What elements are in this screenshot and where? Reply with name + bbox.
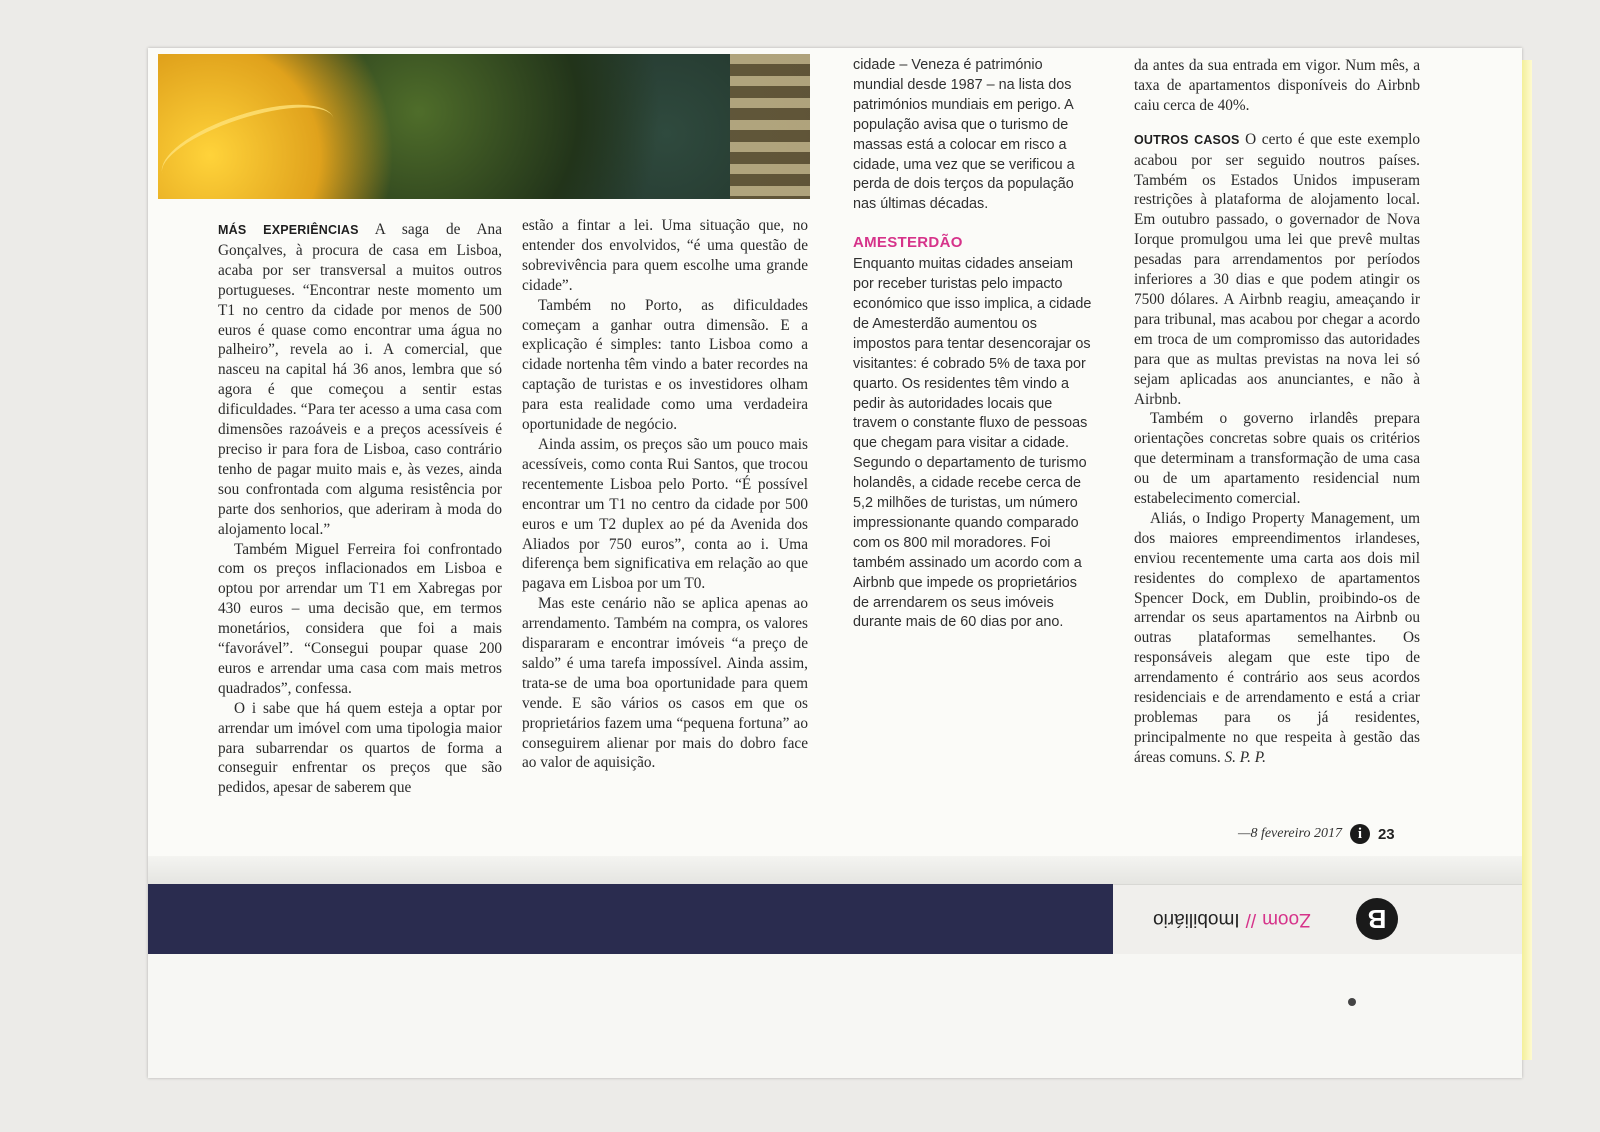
article-column-1 <box>218 220 502 798</box>
article-column-4 <box>1134 56 1420 768</box>
photo-building <box>730 54 810 199</box>
paragraph-text: O certo é que este exemplo acabou por ser seguido noutros países. Também os Estados Unidos impuseram restrições à plataforma de alojamento local. Em outubro passado, o governador de Nova Iorque promulgou uma lei que prevê multas pesadas para arrendamentos por períodos inferiores a 30 dias e que podem atingir os 7500 dólares. A Airbnb reagiu, ameaçando ir para tribunal, mas acabou por chegar a acordo em troca de um compromisso das autoridades para que as multas previstas na nova lei só sejam aplicadas aos anunciantes, e não à Airbnb. <box>1134 130 1420 408</box>
lower-page-sheet <box>148 954 1522 1078</box>
section-name-label: Imobiliário <box>1153 909 1240 930</box>
paragraph: estão a fintar a lei. Uma situação que, no entender dos envolvidos, “é uma questão de sobrevivência para quem escolhe uma grande cidade”. <box>522 217 808 294</box>
paragraph <box>218 220 502 540</box>
b-section-badge-icon: B <box>1356 898 1398 940</box>
section-separator: // <box>1245 909 1257 930</box>
kicker-mas-experiencias: MÁS EXPERIÊNCIAS <box>218 223 359 237</box>
paragraph <box>1134 130 1420 410</box>
kicker-outros-casos: OUTROS CASOS <box>1134 132 1240 147</box>
paragraph: Enquanto muitas cidades anseiam por receber turistas pelo impacto económico que isso implica, a cidade de Amesterdão aumentou os impostos para tentar desencorajar os visitantes: é cobrado 5% de taxa por quarto. Os residentes têm vindo a pedir às autoridades locais que travem o constante fluxo de pessoas que chegam para visitar a cidade. Segundo o departamento de turismo holandês, a cidade recebe cerca de 5,2 milhões de turistas, um número impressionante quando comparado com os 800 mil moradores. Foi também assinado um acordo com a Airbnb que impede os proprietários de arrendarem os seus imóveis durante mais de 60 dias por ano. <box>853 256 1092 631</box>
i-logo-icon: i <box>1350 824 1370 844</box>
paragraph: Ainda assim, os preços são um pouco mais acessíveis, como conta Rui Santos, que trocou recentemente Lisboa pelo Porto. “É possível encontrar um T1 no centro da cidade por 500 euros e um T2 duplex ao pé da Avenida dos Aliados por 750 euros”, conta ao i. Uma diferença bem significativa em relação ao que pagava em Lisboa por um T0. <box>522 435 808 593</box>
paragraph <box>1134 509 1420 768</box>
photo-road-lights <box>153 88 344 204</box>
article-column-2 <box>522 216 808 773</box>
newspaper-page <box>148 48 1522 1078</box>
paragraph: Também o governo irlandês prepara orientações concretas sobre quais os critérios que determinam a transformação de uma casa ou de um apartamento residencial num estabelecimento comercial. <box>1134 410 1420 508</box>
page-fold <box>148 856 1522 886</box>
paragraph: Mas este cenário não se aplica apenas ao arrendamento. Também na compra, os valores dispararam e encontrar imóveis “a preço de saldo” é uma tarefa impossível. Ainda assim, trata-se de uma boa oportunidade para quem vende. E são vários os casos em que os proprietários fazem uma “pequena fortuna” ao conseguirem alienar por mais do dobro face ao valor de aquisição. <box>522 595 808 772</box>
paragraph: da antes da sua entrada em vigor. Num mês, a taxa de apartamentos disponíveis do Airbnb caiu cerca de 40%. <box>1134 57 1420 114</box>
paragraph: Também Miguel Ferreira foi confrontado com os preços inflacionados em Lisboa e optou por arrendar um T1 em Xabregas por 430 euros – uma decisão que, em termos monetários, considera que foi a mais “favorável”. “Consegui poupar quase 200 euros e arrendar uma casa com mais metros quadrados”, confessa. <box>218 540 502 697</box>
article-column-3 <box>853 56 1093 633</box>
section-heading-amesterdao: AMESTERDÃO <box>853 234 963 252</box>
issue-date: —8 fevereiro 2017 <box>1238 826 1342 841</box>
paragraph-text: Aliás, o Indigo Property Management, um dos maiores empreendimentos irlandeses, enviou recentemente uma carta aos dois mil residentes do complexo de apartamentos Spencer Dock, em Dublin, proibindo-os de arrendar os seus apartamentos na Airbnb ou outras plataformas semelhantes. Os responsáveis alegam que este tipo de arrendamento é contrário aos seus acordos residenciais e de arrendamento e está a criar problemas para os já residentes, principalmente no que respeita à gestão das áreas comuns. <box>1134 509 1420 766</box>
ink-dot <box>1348 998 1356 1006</box>
paragraph: O i sabe que há quem esteja a optar por arrendar um imóvel com uma tipologia maior para subarrendar os quartos de forma a conseguir enfrentar os preços que são pedidos, apesar de saberem que <box>218 699 502 797</box>
section-zoom-label: Zoom <box>1262 909 1311 930</box>
paragraph: Também no Porto, as dificuldades começam a ganhar outra dimensão. E a explicação é simples: tanto Lisboa como a cidade nortenha têm vindo a bater recordes na captação de turistas e os investidores olham para esta realidade como uma verdadeira oportunidade de negócio. <box>522 296 808 434</box>
paragraph-text: A saga de Ana Gonçalves, à procura de casa em Lisboa, acaba por ser transversal a muitos outros portugueses. “Encontrar neste momento um T1 no centro da cidade por menos de 500 euros é quase como encontrar uma água no palheiro”, revela ao i. A comercial, que nasceu na capital há 36 anos, lembra que só agora é que começou a sentir estas dificuldades. “Para ter acesso a uma casa com dimensões razoáveis e a preços acessíveis é preciso ir para fora de Lisboa, caso contrário tenho de pagar muito mais e, às vezes, ainda sou confrontada com alguma resistência por parte dos senhorios, que aderiram à moda do alojamento local.” <box>218 221 502 538</box>
section-tag-upside-down <box>1153 908 1311 930</box>
section-band <box>148 884 1113 954</box>
paragraph: cidade – Veneza é património mundial desde 1987 – na lista dos patrimónios mundiais em perigo. A população avisa que o turismo de massas está a colocar em risco a cidade, uma vez que se verificou a perda de dois terços da população nas últimas décadas. <box>853 57 1075 213</box>
page-number: 23 <box>1377 825 1395 843</box>
city-photo <box>158 54 810 199</box>
page-footer <box>1238 824 1395 844</box>
author-signature: S. P. P. <box>1224 748 1266 766</box>
yellow-page-edge <box>1522 60 1532 1060</box>
